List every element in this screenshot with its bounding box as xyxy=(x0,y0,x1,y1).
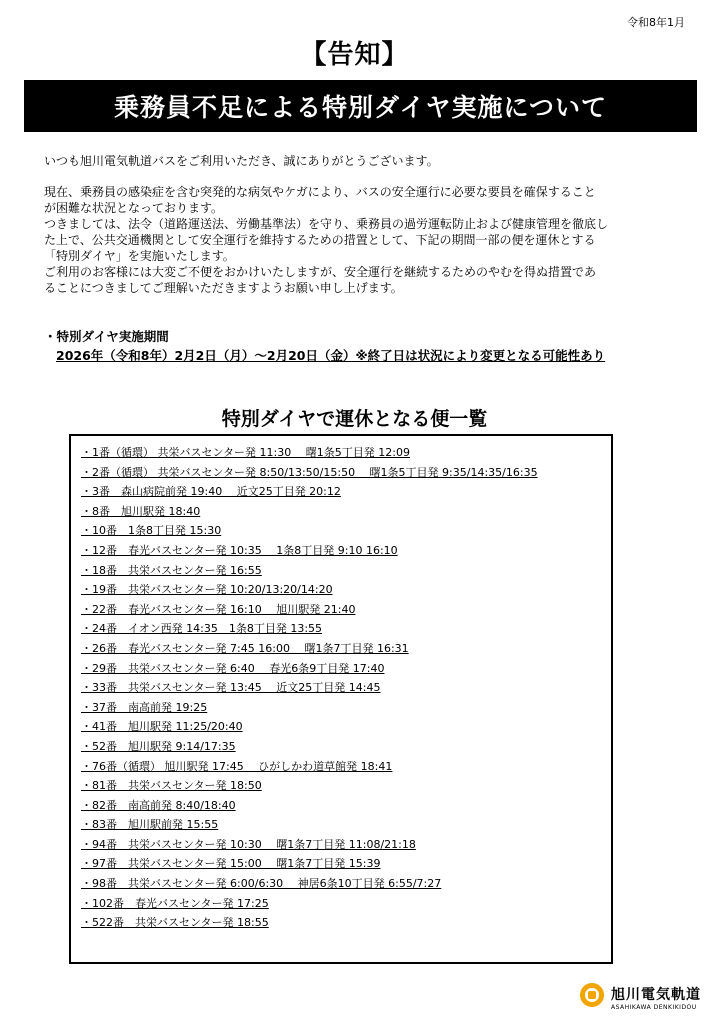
paragraph-line: 現在、乗務員の感染症を含む突発的な病気やケガにより、バスの安全運行に必要な要員を確保すること xyxy=(44,185,596,199)
asahikawa-logo-icon xyxy=(579,982,605,1008)
list-item xyxy=(81,443,611,463)
paragraph-line: ることにつきましてご理解いただきますようお願い申し上げます。 xyxy=(44,281,403,295)
paragraph-line: ご利用のお客様には大変ご不便をおかけいたしますが、安全運行を継続するためのやむを得ぬ措置であ xyxy=(44,265,597,279)
list-item xyxy=(81,678,611,698)
list-item xyxy=(81,874,611,894)
list-item xyxy=(81,482,611,502)
list-item xyxy=(81,835,611,855)
list-item xyxy=(81,580,611,600)
list-item xyxy=(81,815,611,835)
list-item xyxy=(81,737,611,757)
list-item xyxy=(81,894,611,914)
company-logo xyxy=(575,980,705,1020)
list-item-text: ・94番 共栄バスセンター発 10:30 曙1条7丁目発 11:08/21:18 xyxy=(81,837,416,851)
paragraph-line: た上で、公共交通機関として安全運行を維持するための措置として、下記の期間一部の便を運休とする xyxy=(44,233,596,247)
list-item-text: ・19番 共栄バスセンター発 10:20/13:20/14:20 xyxy=(81,583,333,597)
list-item-text: ・22番 春光バスセンター発 16:10 旭川駅発 21:40 xyxy=(81,602,356,616)
greeting-text: いつも旭川電気軌道バスをご利用いただき、誠にありがとうございます。 xyxy=(44,154,439,168)
list-item xyxy=(81,913,611,933)
list-item xyxy=(81,757,611,777)
list-item-text: ・2番（循環） 共栄バスセンター発 8:50/13:50/15:50 曙1条5丁目発 9:35/14:35/16:35 xyxy=(81,465,538,479)
list-item xyxy=(81,796,611,816)
list-item-text: ・1番（循環） 共栄バスセンター発 11:30 曙1条5丁目発 12:09 xyxy=(81,446,410,459)
list-item-text: ・82番 南高前発 8:40/18:40 xyxy=(81,798,236,812)
list-item-text: ・81番 共栄バスセンター発 18:50 xyxy=(81,779,262,793)
logo-name: 旭川電気軌道 xyxy=(611,987,701,1003)
list-item-text: ・24番 イオン西発 14:35 1条8丁目発 13:55 xyxy=(81,622,323,636)
list-item-text: ・102番 春光バスセンター発 17:25 xyxy=(81,896,269,910)
suspended-list xyxy=(71,436,611,933)
list-item xyxy=(81,561,611,581)
list-item-text: ・37番 南高前発 19:25 xyxy=(81,700,208,714)
list-item-text: ・18番 共栄バスセンター発 16:55 xyxy=(81,563,262,577)
list-item xyxy=(81,717,611,737)
notice-heading: 【告知】 xyxy=(300,40,409,70)
list-item-text: ・41番 旭川駅発 11:25/20:40 xyxy=(81,720,243,734)
list-item xyxy=(81,776,611,796)
list-item-text: ・522番 共栄バスセンター発 18:55 xyxy=(81,916,269,930)
list-item-text: ・10番 1条8丁目発 15:30 xyxy=(81,524,222,538)
list-item-text: ・26番 春光バスセンター発 7:45 16:00 曙1条7丁目発 16:31 xyxy=(81,641,409,655)
list-item-text: ・52番 旭川駅発 9:14/17:35 xyxy=(81,739,236,753)
list-item-text: ・29番 共栄バスセンター発 6:40 春光6条9丁目発 17:40 xyxy=(81,661,385,675)
list-item-text: ・8番 旭川駅発 18:40 xyxy=(81,504,201,518)
list-item xyxy=(81,659,611,679)
list-item-text: ・97番 共栄バスセンター発 15:00 曙1条7丁目発 15:39 xyxy=(81,857,381,871)
list-item-text: ・12番 春光バスセンター発 10:35 1条8丁目発 9:10 16:10 xyxy=(81,543,398,557)
explanation-paragraph xyxy=(44,184,674,296)
list-item-text: ・98番 共栄バスセンター発 6:00/6:30 神居6条10丁目発 6:55/7:27 xyxy=(81,877,442,891)
list-item xyxy=(81,541,611,561)
list-item xyxy=(81,463,611,483)
page-title: 乗務員不足による特別ダイヤ実施について xyxy=(24,80,697,132)
logo-roman: ASAHIKAWA DENKIKIDOU xyxy=(611,1004,697,1011)
list-item xyxy=(81,639,611,659)
paragraph-line: つきましては、法令（道路運送法、労働基準法）を守り、乗務員の過労運転防止および健康管理を徹底し xyxy=(44,217,609,231)
period-value: 2026年（令和8年）2月2日（月）～2月20日（金）※終了日は状況により変更となる可能性あり xyxy=(56,348,606,363)
suspended-list-title: 特別ダイヤで運休となる便一覧 xyxy=(221,408,488,430)
suspended-list-box xyxy=(69,434,613,964)
paragraph-line: が困難な状況となっております。 xyxy=(44,201,224,215)
list-item-text: ・3番 森山病院前発 19:40 近文25丁目発 20:12 xyxy=(81,485,341,499)
list-item xyxy=(81,619,611,639)
issue-date: 令和8年1月 xyxy=(627,16,685,29)
list-item-text: ・76番（循環） 旭川駅発 17:45 ひがしかわ道草館発 18:41 xyxy=(81,759,393,773)
list-item-text: ・83番 旭川駅前発 15:55 xyxy=(81,818,219,832)
list-item xyxy=(81,600,611,620)
list-item xyxy=(81,854,611,874)
paragraph-line: 「特別ダイヤ」を実施いたします。 xyxy=(44,249,235,263)
list-item xyxy=(81,521,611,541)
period-heading: ・特別ダイヤ実施期間 xyxy=(44,329,169,344)
list-item xyxy=(81,502,611,522)
list-item xyxy=(81,698,611,718)
list-item-text: ・33番 共栄バスセンター発 13:45 近文25丁目発 14:45 xyxy=(81,681,381,695)
